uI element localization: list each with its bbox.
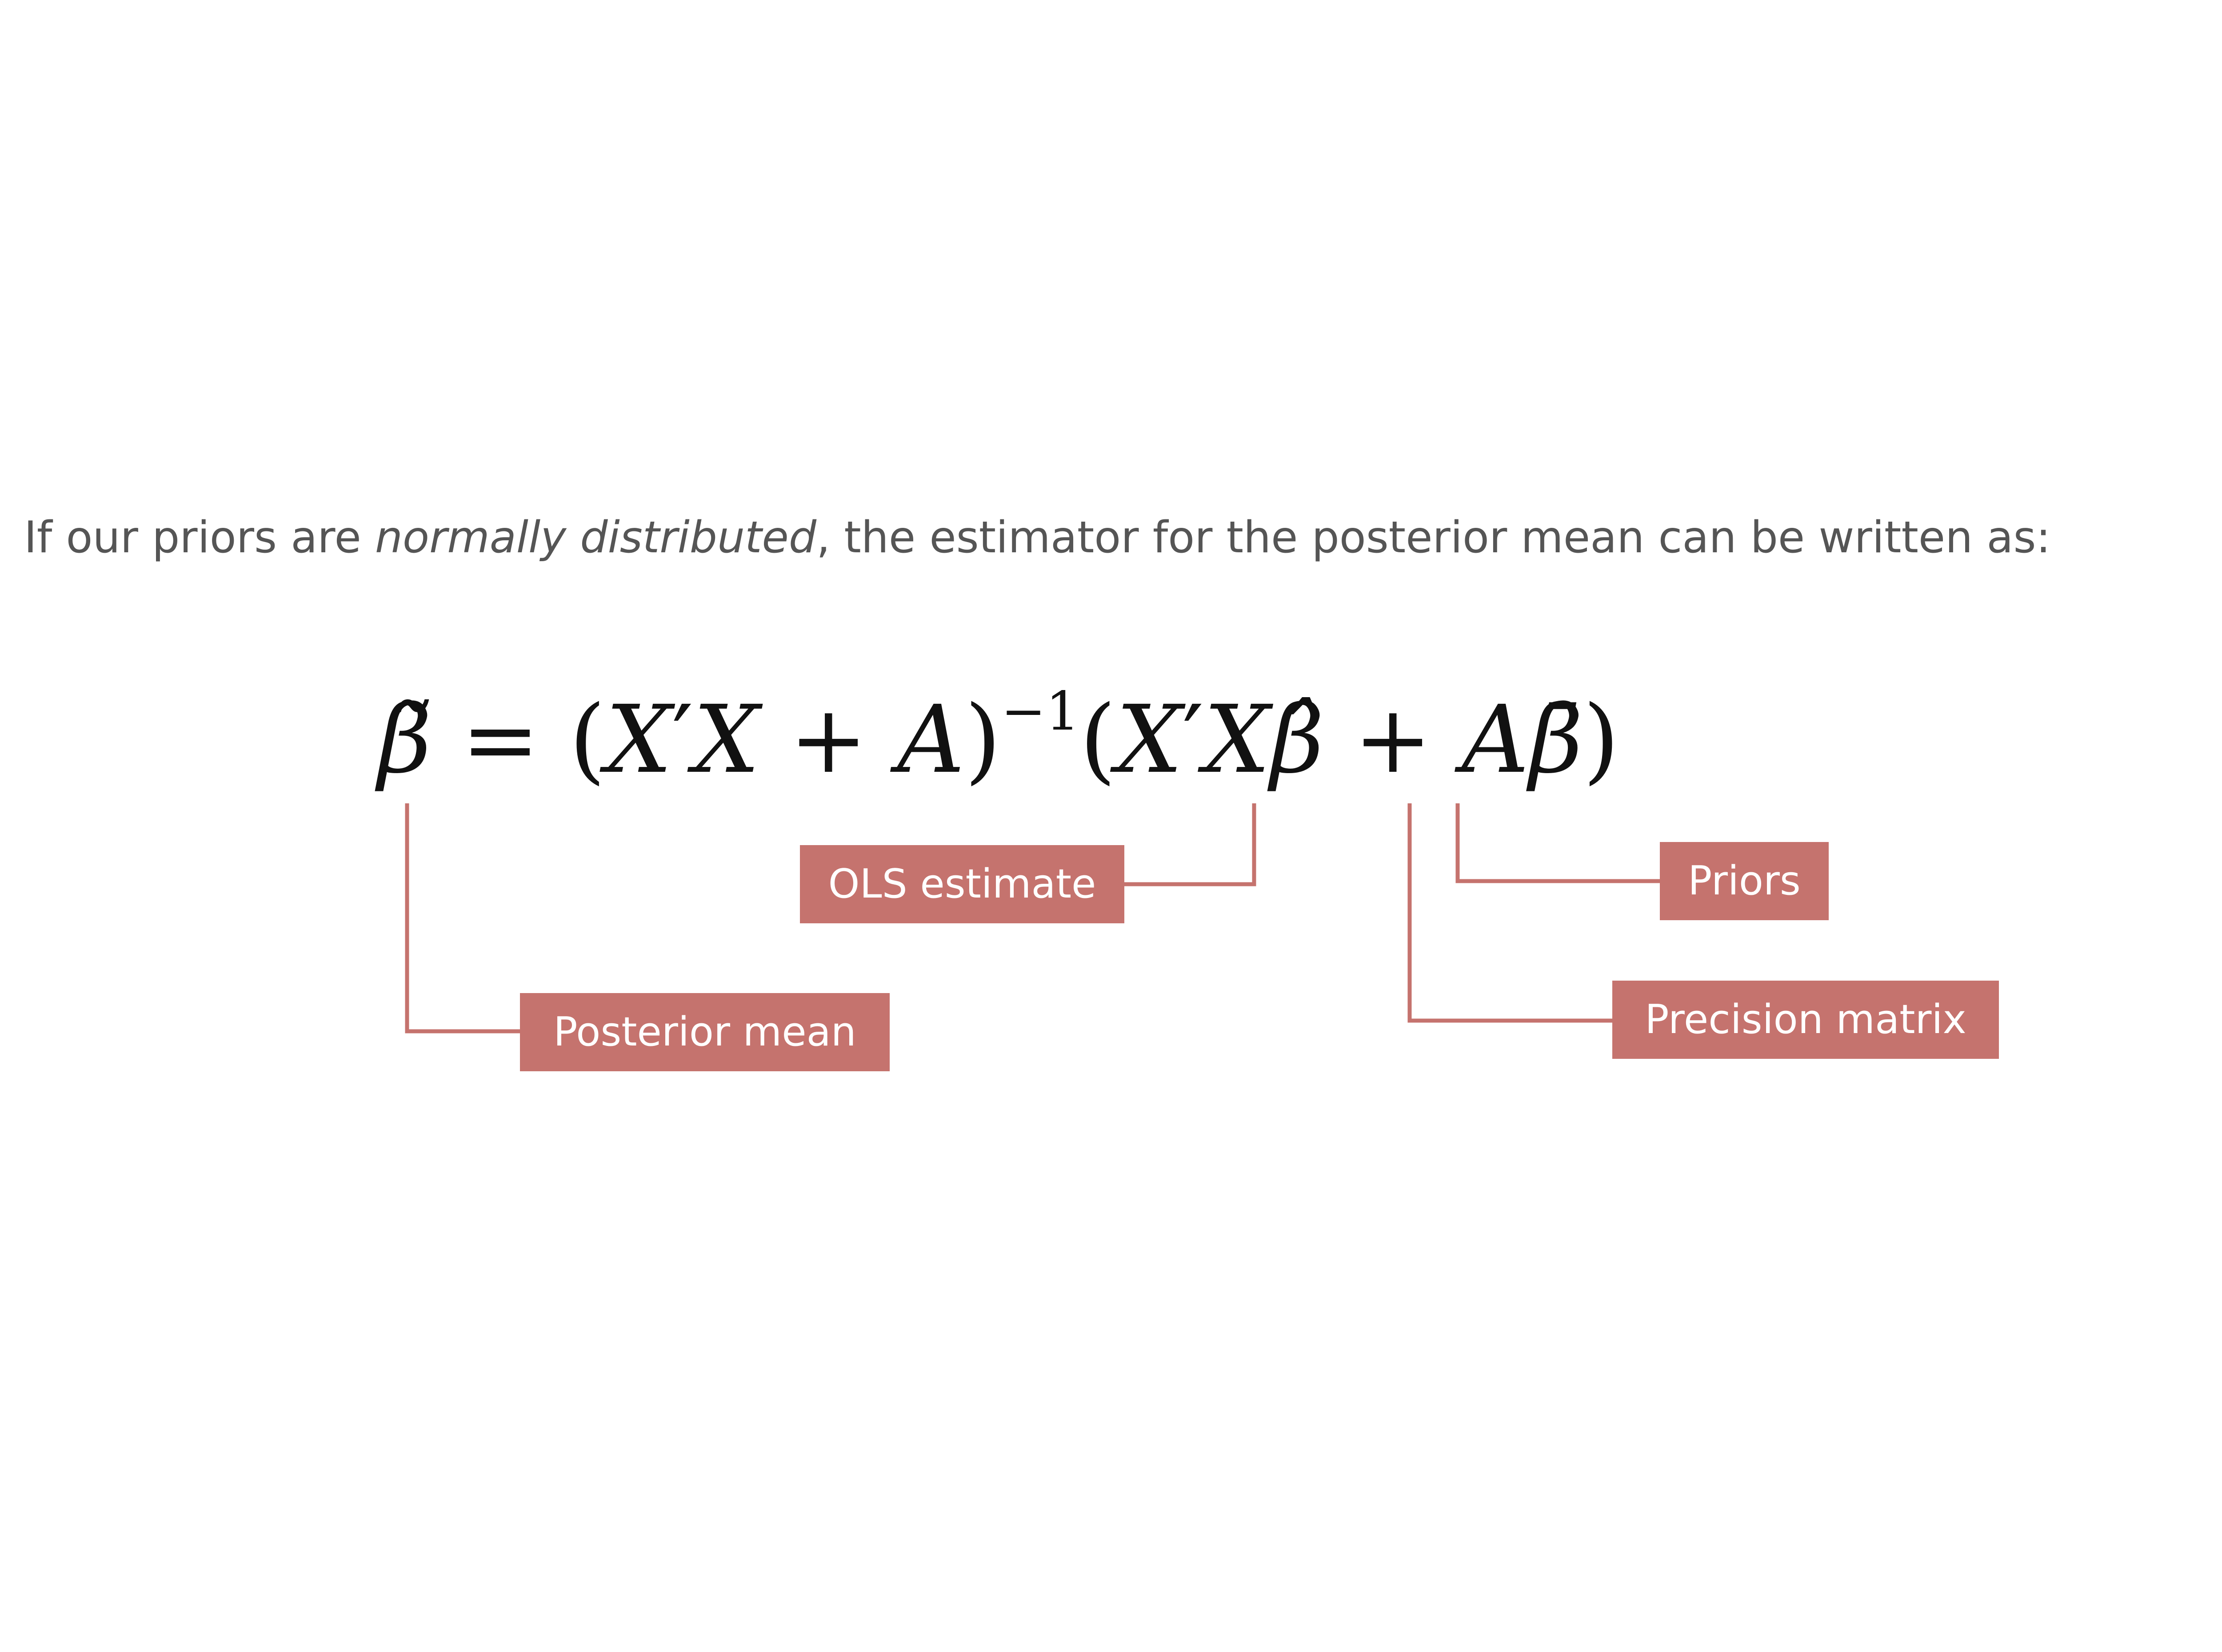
formula-beta-bar: β̄ (1529, 685, 1583, 794)
formula-x3: X (1116, 685, 1183, 794)
formula-a2: A (1462, 685, 1529, 794)
leader-precision-matrix (1410, 803, 1612, 1021)
leader-priors (1458, 803, 1660, 881)
intro-emphasis: normally distributed (375, 512, 817, 563)
formula-close1: ) (964, 685, 1001, 794)
priors-label: Priors (1660, 842, 1829, 920)
formula-plus1: + (759, 685, 897, 794)
formula-x1: X (605, 685, 672, 794)
leader-posterior-mean (407, 803, 520, 1031)
leader-ols-estimate (1124, 803, 1254, 884)
formula-prime2: ′ (1182, 685, 1204, 794)
precision-matrix-label: Precision matrix (1612, 981, 1999, 1059)
formula-x4: X (1203, 685, 1271, 794)
formula-x2: X (693, 685, 760, 794)
formula-equals: = ( (432, 685, 606, 794)
intro-text-before: If our priors are (24, 512, 375, 563)
ols-estimate-label: OLS estimate (800, 845, 1124, 923)
formula-close2: ) (1583, 685, 1620, 794)
intro-text-after: , the estimator for the posterior mean can be written as: (816, 512, 2051, 563)
formula-prime1: ′ (672, 685, 694, 794)
posterior-mean-label: Posterior mean (520, 993, 890, 1071)
formula-beta-tilde: β̃ (378, 685, 432, 794)
formula-exponent: −1 (1001, 681, 1080, 742)
formula-plus2: + (1324, 685, 1462, 794)
formula-open2: ( (1079, 685, 1116, 794)
formula-beta-hat: β̂ (1270, 685, 1324, 794)
formula-a1: A (897, 685, 965, 794)
